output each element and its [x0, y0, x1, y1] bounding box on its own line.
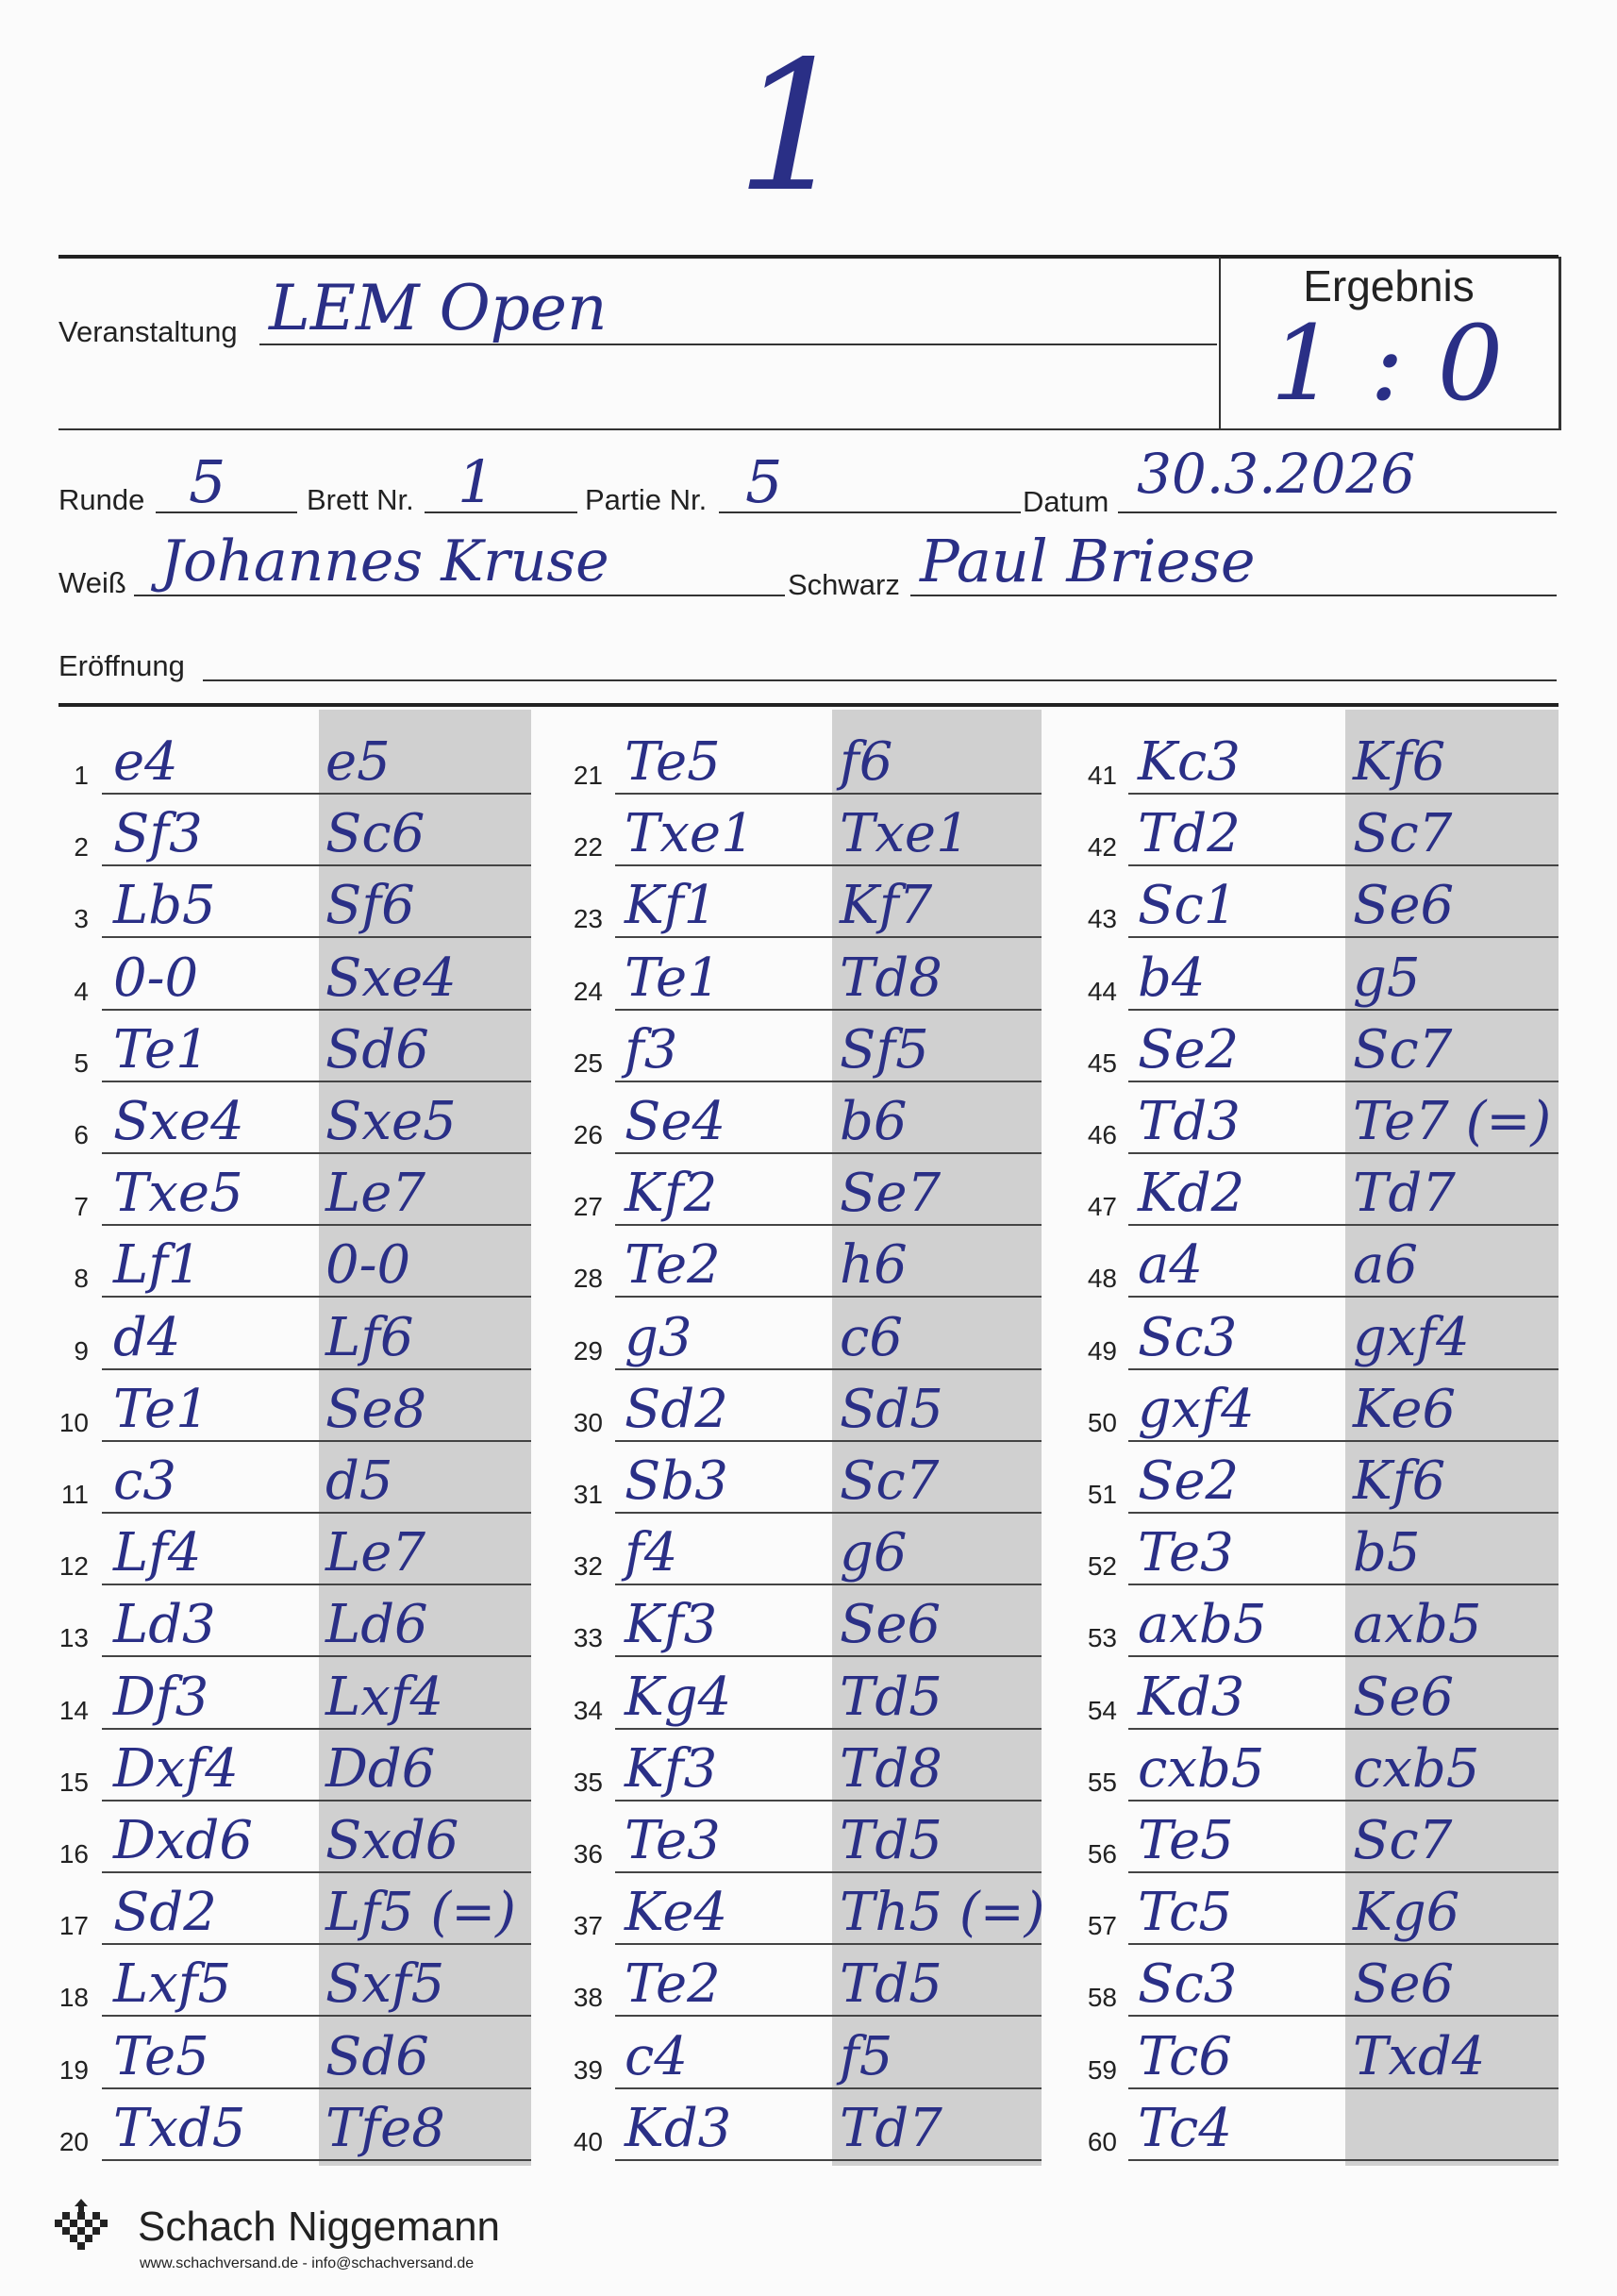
- move-row: [0, 795, 1617, 866]
- header-bottom-rule: [58, 428, 1559, 430]
- round-value: 5: [189, 447, 226, 516]
- move-row: [0, 1226, 1617, 1298]
- black-move: Sc6: [325, 803, 425, 864]
- black-move: Sf5: [840, 1019, 929, 1081]
- move-number: 29: [573, 1336, 603, 1366]
- move-number: 21: [573, 761, 603, 790]
- black-label: Schwarz: [788, 568, 900, 601]
- move-number: 30: [573, 1408, 603, 1437]
- move-line: [1128, 1655, 1559, 1657]
- white-move: c4: [625, 2026, 688, 2087]
- move-number: 15: [58, 1768, 89, 1797]
- move-row: [0, 939, 1617, 1011]
- white-move: Te1: [113, 1019, 209, 1081]
- black-player: Paul Briese: [920, 527, 1256, 595]
- move-number: 33: [573, 1623, 603, 1652]
- move-number: 31: [573, 1480, 603, 1509]
- white-move: Sc3: [1138, 1953, 1238, 2015]
- black-move: Td5: [840, 1953, 942, 2015]
- white-move: Kf1: [625, 875, 718, 936]
- board-label: Brett Nr.: [307, 483, 414, 516]
- black-move: Sxd6: [325, 1810, 459, 1871]
- chess-logo-icon: [55, 2197, 108, 2254]
- move-number: 16: [58, 1839, 89, 1869]
- move-row: [0, 1370, 1617, 1442]
- white-move: a4: [1138, 1234, 1204, 1296]
- white-move: Te2: [625, 1953, 721, 2015]
- white-move: gxf4: [1138, 1379, 1255, 1440]
- black-move: Td5: [840, 1810, 942, 1871]
- black-move: Txe1: [840, 803, 970, 864]
- white-move: Df3: [113, 1667, 209, 1728]
- move-row: [0, 1730, 1617, 1802]
- black-move: Td7: [840, 2098, 942, 2159]
- move-number: 54: [1087, 1696, 1117, 1725]
- black-move: gxf4: [1353, 1307, 1470, 1368]
- white-move: Te5: [1138, 1810, 1234, 1871]
- move-number: 34: [573, 1696, 603, 1725]
- black-move: Ld6: [325, 1594, 428, 1655]
- black-move: Sd5: [840, 1379, 943, 1440]
- black-move: Sc7: [1353, 803, 1453, 864]
- move-row: [0, 2089, 1617, 2161]
- white-move: Te3: [625, 1810, 721, 1871]
- move-line: [1128, 2159, 1559, 2161]
- move-line: [1128, 936, 1559, 938]
- move-number: 12: [58, 1551, 89, 1581]
- white-move: Sc1: [1138, 875, 1238, 936]
- black-move: g5: [1353, 947, 1421, 1009]
- move-number: 50: [1087, 1408, 1117, 1437]
- moves-top-rule: [58, 703, 1559, 707]
- black-move: Kg6: [1353, 1882, 1460, 1943]
- opening-line: [203, 679, 1557, 681]
- black-move: Sd6: [325, 1019, 429, 1081]
- black-move: 0-0: [325, 1234, 411, 1296]
- white-move: b4: [1138, 947, 1206, 1009]
- black-move: Ke6: [1353, 1379, 1457, 1440]
- move-row: [0, 1585, 1617, 1657]
- black-move: Td5: [840, 1667, 942, 1728]
- move-number: 55: [1087, 1768, 1117, 1797]
- black-move: h6: [840, 1234, 908, 1296]
- move-number: 6: [74, 1120, 89, 1149]
- black-move: Td8: [840, 1738, 942, 1800]
- move-row: [0, 1154, 1617, 1226]
- white-move: e4: [113, 731, 178, 793]
- white-move: Lf4: [113, 1522, 202, 1584]
- white-label: Weiß: [58, 566, 126, 599]
- black-move: g6: [840, 1522, 908, 1584]
- white-move: Kf3: [625, 1738, 718, 1800]
- move-number: 4: [74, 977, 89, 1006]
- white-move: Kd3: [1138, 1667, 1245, 1728]
- move-number: 27: [573, 1192, 603, 1221]
- white-move: cxb5: [1138, 1738, 1265, 1800]
- white-move: Te3: [1138, 1522, 1234, 1584]
- white-move: Sc3: [1138, 1307, 1238, 1368]
- move-row: [0, 2018, 1617, 2089]
- result-value: 1 : 0: [1270, 303, 1504, 424]
- move-number: 23: [573, 904, 603, 933]
- move-number: 19: [58, 2055, 89, 2085]
- white-move: Lb5: [113, 875, 216, 936]
- move-number: 52: [1087, 1551, 1117, 1581]
- black-move: Se8: [325, 1379, 427, 1440]
- move-number: 7: [74, 1192, 89, 1221]
- date-line: [1118, 511, 1557, 513]
- white-move: Txe5: [113, 1163, 243, 1224]
- move-row: [0, 866, 1617, 938]
- white-move: Sb3: [625, 1450, 728, 1512]
- black-move: Th5 (=): [840, 1882, 1045, 1943]
- white-move: Lxf5: [113, 1953, 232, 2015]
- white-move: Lf1: [113, 1234, 202, 1296]
- move-number: 44: [1087, 977, 1117, 1006]
- white-move: Dxf4: [113, 1738, 239, 1800]
- white-move: Txd5: [113, 2098, 246, 2159]
- black-move: Le7: [325, 1522, 425, 1584]
- move-number: 40: [573, 2127, 603, 2156]
- black-move: Lxf4: [325, 1667, 444, 1728]
- white-move: Sd2: [625, 1379, 728, 1440]
- black-move: Sxf5: [325, 1953, 445, 2015]
- white-move: d4: [113, 1307, 181, 1368]
- black-move: Sd6: [325, 2026, 429, 2087]
- white-line: [134, 595, 785, 596]
- black-move: Lf5 (=): [325, 1882, 516, 1943]
- move-number: 17: [58, 1911, 89, 1940]
- black-move: Sxe5: [325, 1091, 457, 1152]
- white-move: Tc5: [1138, 1882, 1232, 1943]
- white-move: axb5: [1138, 1594, 1267, 1655]
- move-number: 46: [1087, 1120, 1117, 1149]
- move-number: 41: [1087, 761, 1117, 790]
- white-move: Td3: [1138, 1091, 1241, 1152]
- white-move: Tc6: [1138, 2026, 1232, 2087]
- brand-name: Schach Niggemann: [138, 2204, 501, 2250]
- move-row: [0, 1658, 1617, 1730]
- move-number: 14: [58, 1696, 89, 1725]
- black-move: f5: [840, 2026, 893, 2087]
- white-move: c3: [113, 1450, 176, 1512]
- white-move: f4: [625, 1522, 678, 1584]
- black-move: Sc7: [1353, 1810, 1453, 1871]
- move-number: 3: [74, 904, 89, 933]
- move-number: 45: [1087, 1048, 1117, 1078]
- black-move: Kf6: [1353, 1450, 1446, 1512]
- move-number: 26: [573, 1120, 603, 1149]
- black-move: Se6: [1353, 1667, 1455, 1728]
- white-move: Txe1: [625, 803, 755, 864]
- white-move: Se4: [625, 1091, 726, 1152]
- move-row: [0, 1802, 1617, 1873]
- white-move: Te2: [625, 1234, 721, 1296]
- result-title: Ergebnis: [1303, 261, 1475, 310]
- white-move: Kc3: [1138, 731, 1241, 793]
- black-move: e5: [325, 731, 391, 793]
- white-move: Dxd6: [113, 1810, 253, 1871]
- black-move: Te7 (=): [1353, 1091, 1552, 1152]
- move-line: [1128, 2015, 1559, 2017]
- move-number: 48: [1087, 1264, 1117, 1293]
- black-move: d5: [325, 1450, 393, 1512]
- round-line: [156, 511, 297, 513]
- game-value: 5: [745, 447, 783, 516]
- move-number: 42: [1087, 832, 1117, 862]
- white-move: Kd3: [625, 2098, 732, 2159]
- move-number: 49: [1087, 1336, 1117, 1366]
- page-number: 1: [736, 23, 850, 231]
- black-move: Se7: [840, 1163, 942, 1224]
- white-move: Ld3: [113, 1594, 216, 1655]
- white-move: Tc4: [1138, 2098, 1232, 2159]
- move-row: [0, 1945, 1617, 2017]
- white-move: Sxe4: [113, 1091, 244, 1152]
- move-number: 43: [1087, 904, 1117, 933]
- move-number: 47: [1087, 1192, 1117, 1221]
- move-number: 2: [74, 832, 89, 862]
- black-move: Sf6: [325, 875, 415, 936]
- black-move: Se6: [1353, 875, 1455, 936]
- move-row: [0, 1082, 1617, 1154]
- move-row: [0, 1442, 1617, 1514]
- black-move: Se6: [1353, 1953, 1455, 2015]
- move-row: [0, 1514, 1617, 1585]
- board-value: 1: [458, 447, 495, 516]
- white-move: Te5: [113, 2026, 209, 2087]
- move-number: 18: [58, 1983, 89, 2012]
- white-move: Ke4: [625, 1882, 728, 1943]
- move-number: 37: [573, 1911, 603, 1940]
- move-number: 5: [74, 1048, 89, 1078]
- move-number: 59: [1087, 2055, 1117, 2085]
- move-number: 25: [573, 1048, 603, 1078]
- move-number: 57: [1087, 1911, 1117, 1940]
- move-number: 13: [58, 1623, 89, 1652]
- black-move: c6: [840, 1307, 903, 1368]
- move-number: 51: [1087, 1480, 1117, 1509]
- black-move: Se6: [840, 1594, 942, 1655]
- black-move: axb5: [1353, 1594, 1482, 1655]
- white-move: Kg4: [625, 1667, 732, 1728]
- black-move: Txd4: [1353, 2026, 1486, 2087]
- white-move: Sd2: [113, 1882, 217, 1943]
- move-number: 58: [1087, 1983, 1117, 2012]
- move-row: [0, 1011, 1617, 1082]
- black-move: b6: [840, 1091, 908, 1152]
- move-number: 8: [74, 1264, 89, 1293]
- black-move: Lf6: [325, 1307, 414, 1368]
- move-number: 60: [1087, 2127, 1117, 2156]
- move-row: [0, 1299, 1617, 1370]
- white-move: 0-0: [113, 947, 199, 1009]
- move-number: 11: [60, 1480, 89, 1509]
- white-move: Te1: [625, 947, 721, 1009]
- move-line: [1128, 1296, 1559, 1298]
- move-number: 28: [573, 1264, 603, 1293]
- white-move: Te1: [113, 1379, 209, 1440]
- move-row: [0, 1873, 1617, 1945]
- black-move: f6: [840, 731, 893, 793]
- black-move: Sc7: [840, 1450, 940, 1512]
- black-move: cxb5: [1353, 1738, 1480, 1800]
- move-row: [0, 723, 1617, 795]
- black-move: a6: [1353, 1234, 1419, 1296]
- black-move: Sc7: [1353, 1019, 1453, 1081]
- move-number: 32: [573, 1551, 603, 1581]
- move-number: 9: [74, 1336, 89, 1366]
- black-move: Le7: [325, 1163, 425, 1224]
- move-number: 22: [573, 832, 603, 862]
- white-move: Sf3: [113, 803, 203, 864]
- white-move: Se2: [1138, 1019, 1240, 1081]
- date-label: Datum: [1023, 485, 1109, 518]
- move-number: 24: [573, 977, 603, 1006]
- white-move: Te5: [625, 731, 721, 793]
- round-label: Runde: [58, 483, 145, 516]
- brand-contact: www.schachversand.de - info@schachversand.de: [140, 2255, 475, 2271]
- move-number: 20: [58, 2127, 89, 2156]
- black-move: Td8: [840, 947, 942, 1009]
- black-move: Td7: [1353, 1163, 1456, 1224]
- move-number: 39: [573, 2055, 603, 2085]
- move-number: 35: [573, 1768, 603, 1797]
- date-value: 30.3.2026: [1137, 442, 1416, 506]
- white-move: Kf2: [625, 1163, 718, 1224]
- move-number: 53: [1087, 1623, 1117, 1652]
- game-label: Partie Nr.: [585, 483, 708, 516]
- white-move: Se2: [1138, 1450, 1240, 1512]
- event-label: Veranstaltung: [58, 315, 238, 348]
- black-move: Dd6: [325, 1738, 436, 1800]
- move-number: 10: [58, 1408, 89, 1437]
- move-number: 56: [1087, 1839, 1117, 1869]
- white-move: Kf3: [625, 1594, 718, 1655]
- move-number: 1: [74, 761, 89, 790]
- black-move: b5: [1353, 1522, 1421, 1584]
- opening-label: Eröffnung: [58, 649, 185, 682]
- white-move: Kd2: [1138, 1163, 1245, 1224]
- white-move: f3: [625, 1019, 678, 1081]
- white-move: g3: [625, 1307, 692, 1368]
- black-move: Kf6: [1353, 731, 1446, 793]
- white-move: Td2: [1138, 803, 1241, 864]
- white-player: Johannes Kruse: [160, 528, 609, 595]
- black-move: Tfe8: [325, 2098, 445, 2159]
- move-number: 38: [573, 1983, 603, 2012]
- board-line: [425, 511, 577, 513]
- move-number: 36: [573, 1839, 603, 1869]
- black-move: Kf7: [840, 875, 933, 936]
- event-value: LEM Open: [269, 272, 608, 344]
- black-move: Sxe4: [325, 947, 457, 1009]
